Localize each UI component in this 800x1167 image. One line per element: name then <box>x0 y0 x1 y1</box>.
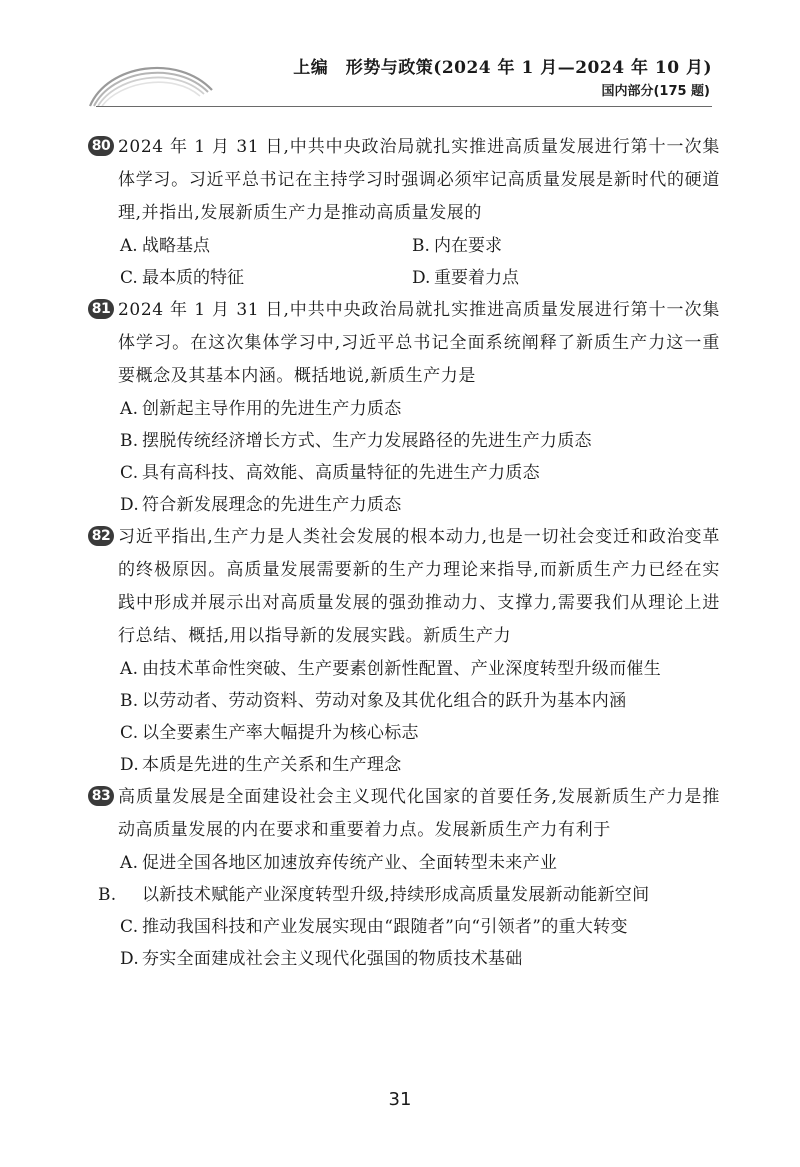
option-list <box>98 847 720 975</box>
option-text: 推动我国科技和产业发展实现由“跟随者”向“引领者”的重大转变 <box>142 917 628 937</box>
option-text: 创新起主导作用的先进生产力质态 <box>142 399 402 419</box>
option-a <box>118 393 720 425</box>
question-number-badge: 83 <box>88 786 114 806</box>
header-divider <box>96 106 712 107</box>
option-letter: D. <box>120 949 140 969</box>
question-83 <box>88 781 720 975</box>
question-stem: 2024 年 1 月 31 日,中共中央政治局就扎实推进高质量发展进行第十一次集体学习。在这次集体学习中,习近平总书记全面系统阐释了新质生产力这一重要概念及其基本内涵。概括地说,新质生产力是 <box>118 300 720 386</box>
question-stem: 2024 年 1 月 31 日,中共中央政治局就扎实推进高质量发展进行第十一次集体学习。习近平总书记在主持学习时强调必须牢记高质量发展是新时代的硬道理,并指出,发展新质生产力是推动高质量发展的 <box>118 137 720 223</box>
option-letter: B. <box>120 691 139 711</box>
option-text: 以劳动者、劳动资料、劳动对象及其优化组合的跃升为基本内涵 <box>142 691 627 711</box>
option-d <box>118 943 720 975</box>
page-number: 31 <box>388 1089 412 1110</box>
question-number-badge: 80 <box>88 136 114 156</box>
option-text: 以全要素生产率大幅提升为核心标志 <box>142 723 419 743</box>
option-text: 内在要求 <box>434 236 502 256</box>
option-letter: C. <box>120 268 138 288</box>
option-letter: B. <box>120 431 139 451</box>
option-a <box>120 230 412 262</box>
option-a <box>118 653 720 685</box>
question-stem: 习近平指出,生产力是人类社会发展的根本动力,也是一切社会变迁和政治变革的终极原因。高质量发展需要新的生产力理论来指导,而新质生产力已经在实践中形成并展示出对高质量发展的强劲推动力、支撑力,需要我们从理论上进行总结、概括,用以指导新的发展实践。新质生产力 <box>118 527 720 646</box>
option-b <box>98 879 720 911</box>
option-text: 以新技术赋能产业深度转型升级,持续形成高质量发展新动能新空间 <box>142 885 650 905</box>
question-stem: 高质量发展是全面建设社会主义现代化国家的首要任务,发展新质生产力是推动高质量发展的内在要求和重要着力点。发展新质生产力有利于 <box>118 787 720 840</box>
option-letter: D. <box>120 495 140 515</box>
option-text: 由技术革命性突破、生产要素创新性配置、产业深度转型升级而催生 <box>142 659 661 679</box>
option-letter: C. <box>120 917 139 937</box>
option-c <box>118 457 720 489</box>
option-b <box>118 425 720 457</box>
option-letter: D. <box>120 755 140 775</box>
question-82 <box>88 521 720 781</box>
option-d <box>118 489 720 521</box>
option-list <box>118 393 720 521</box>
option-text: 摆脱传统经济增长方式、生产力发展路径的先进生产力质态 <box>142 431 592 451</box>
option-text: 促进全国各地区加速放弃传统产业、全面转型未来产业 <box>142 853 558 873</box>
option-a <box>118 847 720 879</box>
question-number-badge: 81 <box>88 299 114 319</box>
option-b <box>118 685 720 717</box>
option-letter: C. <box>120 463 139 483</box>
option-text: 夯实全面建成社会主义现代化强国的物质技术基础 <box>142 949 523 969</box>
page-header <box>0 0 800 120</box>
header-title: 上编 形势与政策(2024 年 1 月—2024 年 10 月) <box>293 58 712 78</box>
option-letter: A. <box>120 236 138 256</box>
question-list <box>88 131 720 975</box>
option-letter: B. <box>98 885 117 905</box>
option-letter: C. <box>120 723 139 743</box>
option-text: 重要着力点 <box>434 268 519 288</box>
option-letter: A. <box>120 659 139 679</box>
option-text: 具有高科技、高效能、高质量特征的先进生产力质态 <box>142 463 540 483</box>
header-subtitle: 国内部分(175 题) <box>601 84 710 99</box>
option-d <box>118 749 720 781</box>
option-letter: B. <box>412 236 430 256</box>
option-letter: A. <box>120 399 139 419</box>
option-c <box>118 717 720 749</box>
question-number-badge: 82 <box>88 526 114 546</box>
option-text: 本质是先进的生产关系和生产理念 <box>142 755 402 775</box>
option-letter: A. <box>120 853 139 873</box>
question-80 <box>88 131 720 294</box>
option-text: 最本质的特征 <box>142 268 244 288</box>
option-list <box>118 230 720 294</box>
option-b <box>412 230 704 262</box>
option-text: 符合新发展理念的先进生产力质态 <box>142 495 402 515</box>
option-c <box>118 911 720 943</box>
option-d <box>412 262 704 294</box>
option-c <box>120 262 412 294</box>
question-81 <box>88 294 720 521</box>
option-text: 战略基点 <box>142 236 210 256</box>
arc-logo-icon <box>86 50 216 110</box>
option-letter: D. <box>412 268 431 288</box>
option-list <box>118 653 720 781</box>
